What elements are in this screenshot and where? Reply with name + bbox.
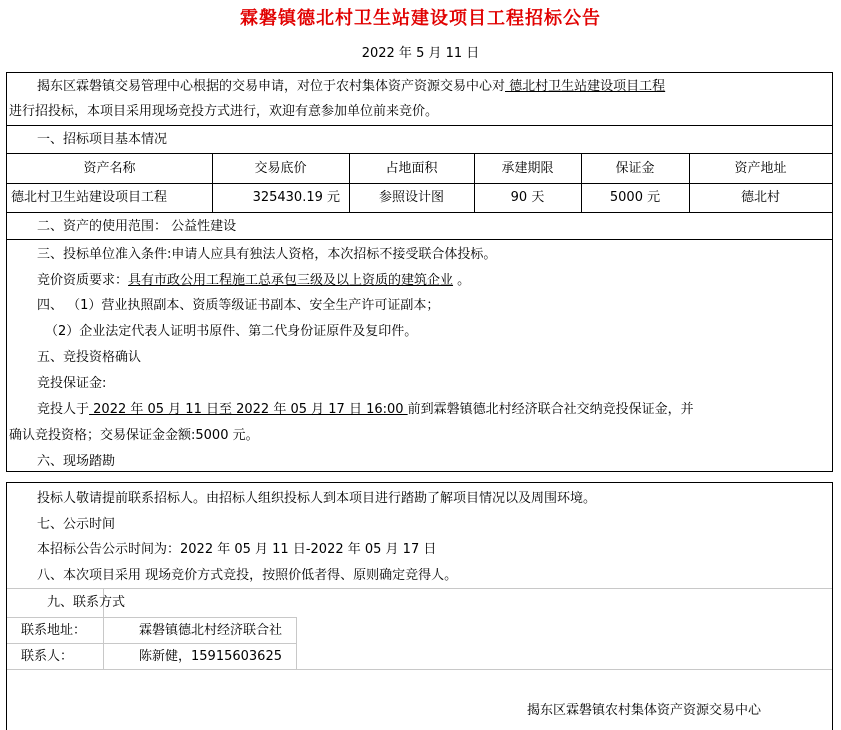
intro-line-2: 进行招投标，本项目采用现场竞投方式进行，欢迎有意参加单位前来竞价。 xyxy=(9,104,439,119)
table-header-deposit: 保证金 xyxy=(615,161,655,176)
notice-main-table xyxy=(6,72,833,472)
table-header-asset-name: 资产名称 xyxy=(83,161,136,176)
contact-person-value: 陈新健，15915603625 xyxy=(139,649,282,664)
deposit-label: 竞投保证金: xyxy=(37,376,107,391)
section-5-heading: 五、竞投资格确认 xyxy=(37,350,142,365)
publicity-text: 本招标公告公示时间为：2022 年 05 月 11 日-2022 年 05 月 17 日 xyxy=(37,542,437,557)
qualification-requirement: 具有市政公用工程施工总承包三级及以上资质的建筑企业 xyxy=(128,273,454,288)
table-cell-land-area: 参照设计图 xyxy=(378,190,444,205)
deposit-line-1: 竞投人于 2022 年 05 月 11 日至 2022 年 05 月 17 日 16:00 前到霖磐镇德北村经济联合社交纳竞投保证金，并 xyxy=(37,402,694,417)
intro-line-1: 揭东区霖磐镇交易管理中心根据的交易申请，对位于农村集体资产资源交易中心对 德北村卫生站建设项目工程 xyxy=(37,79,666,94)
table-cell-base-price: 325430.19 元 xyxy=(252,190,340,205)
table-cell-deposit: 5000 元 xyxy=(609,190,661,205)
page-title: 霖磐镇德北村卫生站建设项目工程招标公告 xyxy=(240,8,601,29)
section-3-heading: 三、投标单位准入条件:申请人应具有独法人资格，本次招标不接受联合体投标。 xyxy=(37,247,497,262)
contact-address-value: 霖磐镇德北村经济联合社 xyxy=(139,623,283,638)
deposit-period: 2022 年 05 月 11 日至 2022 年 05 月 17 日 16:00 xyxy=(89,402,408,417)
table-header-base-price: 交易底价 xyxy=(254,161,307,176)
section-7-heading: 七、公示时间 xyxy=(37,517,116,532)
section-8-heading: 八、本次项目采用 现场竞价方式竞投，按照价低者得、原则确定竞得人。 xyxy=(37,568,458,583)
section-9-heading: 九、联系方式 xyxy=(47,595,126,610)
table-header-land-area: 占地面积 xyxy=(385,161,438,176)
project-name: 德北村卫生站建设项目工程 xyxy=(505,79,666,94)
table-header-build-period: 承建期限 xyxy=(501,161,554,176)
section-1-heading: 一、招标项目基本情况 xyxy=(37,132,168,147)
notice-contact-section xyxy=(6,482,833,730)
contact-address-label: 联系地址： xyxy=(21,623,87,638)
section-4-item-2: （2）企业法定代表人证明书原件、第二代身份证原件及复印件。 xyxy=(45,324,418,339)
footer-issuer: 揭东区霖磐镇农村集体资产资源交易中心 xyxy=(527,703,762,718)
publish-date: 2022 年 5 月 11 日 xyxy=(361,46,480,61)
table-cell-asset-name: 德北村卫生站建设项目工程 xyxy=(11,190,168,205)
table-cell-address: 德北村 xyxy=(740,190,780,205)
section-2-heading: 二、资产的使用范围： 公益性建设 xyxy=(37,219,237,234)
contact-person-label: 联系人： xyxy=(21,649,74,664)
deposit-line-2: 确认竞投资格；交易保证金金额:5000 元。 xyxy=(9,428,259,443)
table-header-address: 资产地址 xyxy=(734,161,787,176)
table-cell-build-period: 90 天 xyxy=(510,190,545,205)
section-4-item-1: 四、 （1）营业执照副本、资质等级证书副本、安全生产许可证副本； xyxy=(37,298,440,313)
survey-text: 投标人敬请提前联系招标人。由招标人组织投标人到本项目进行踏勘了解项目情况以及周围环境。 xyxy=(37,491,597,506)
qualification-line: 竞价资质要求：具有市政公用工程施工总承包三级及以上资质的建筑企业 。 xyxy=(37,273,471,288)
section-6-heading: 六、现场踏勘 xyxy=(37,454,116,469)
